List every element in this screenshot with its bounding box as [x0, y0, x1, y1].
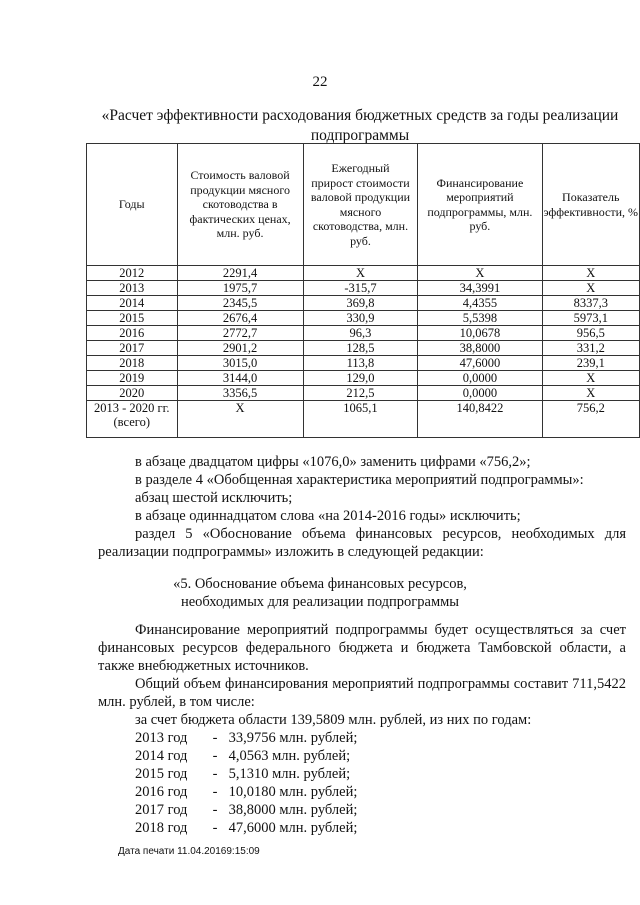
table-cell: 96,3 [303, 326, 418, 341]
table-cell: X [542, 371, 640, 386]
dash: - [212, 802, 218, 818]
column-header: Стоимость валовой продукции мясного скотоводства в фактических ценах, млн. руб. [177, 144, 303, 266]
amount: 38,8000 млн. рублей; [228, 802, 358, 818]
table-cell: 212,5 [303, 386, 418, 401]
table-cell: 2772,7 [177, 326, 303, 341]
column-header: Годы [87, 144, 178, 266]
table-cell: 2012 [87, 266, 178, 281]
table-row [87, 356, 640, 371]
year-label: 2016 год [135, 784, 188, 800]
paragraph-regional-budget: за счет бюджета области 139,5809 млн. рублей, из них по годам: [135, 712, 532, 728]
yearly-funding-item [135, 747, 350, 765]
yearly-funding-item [135, 819, 357, 837]
year-label: 2014 год [135, 748, 188, 764]
table-cell: 2013 [87, 281, 178, 296]
table-row [87, 296, 640, 311]
table-cell: 128,5 [303, 341, 418, 356]
table-cell: 2019 [87, 371, 178, 386]
year-label: 2013 год [135, 730, 188, 746]
year-label: 2015 год [135, 766, 188, 782]
section-heading-line-2: необходимых для реализации подпрограммы [180, 594, 460, 610]
table-cell: X [542, 386, 640, 401]
table-cell: 330,9 [303, 311, 418, 326]
table-cell: 38,8000 [418, 341, 542, 356]
column-header: Ежегодный прирост стоимости валовой продукции мясного скотоводства, млн. руб. [303, 144, 418, 266]
table-cell: 2013 - 2020 гг. (всего) [87, 401, 178, 438]
table-cell: 0,0000 [418, 371, 542, 386]
table-cell: 956,5 [542, 326, 640, 341]
amount: 10,0180 млн. рублей; [228, 784, 358, 800]
table-title: «Расчет эффективности расходования бюджетных средств за годы реализации подпрограммы [101, 107, 619, 144]
amendment-5: раздел 5 «Обоснование объема финансовых ресурсов, необходимых для реализации подпрограммы» изложить в следующей редакции: [98, 526, 626, 560]
table-cell: 2018 [87, 356, 178, 371]
table-row [87, 326, 640, 341]
table-row [87, 401, 640, 438]
dash: - [212, 730, 218, 746]
table-cell: 2014 [87, 296, 178, 311]
yearly-funding-item [135, 801, 357, 819]
table-cell: 3356,5 [177, 386, 303, 401]
year-label: 2017 год [135, 802, 188, 818]
table-cell: 113,8 [303, 356, 418, 371]
table-header-row [87, 144, 640, 266]
table-cell: 10,0678 [418, 326, 542, 341]
yearly-funding-item [135, 729, 357, 747]
table-row [87, 386, 640, 401]
section-heading-line-1: «5. Обоснование объема финансовых ресурсов, [173, 576, 467, 592]
table-cell: 2901,2 [177, 341, 303, 356]
amount: 47,6000 млн. рублей; [228, 820, 358, 836]
table-cell: 756,2 [542, 401, 640, 438]
table-cell: 5973,1 [542, 311, 640, 326]
table-cell: X [542, 281, 640, 296]
yearly-funding-item [135, 783, 357, 801]
table-cell: 331,2 [542, 341, 640, 356]
table-cell: 1975,7 [177, 281, 303, 296]
paragraph-financing-sources: Финансирование мероприятий подпрограммы будет осуществляться за счет финансовых ресурсов федерального бюджета и бюджета Тамбовской области, а также внебюджетных источников. [98, 622, 626, 674]
table-cell: 2015 [87, 311, 178, 326]
table-cell: X [303, 266, 418, 281]
print-date: Дата печати 11.04.20169:15:09 [118, 846, 260, 857]
table-cell: 4,4355 [418, 296, 542, 311]
table-cell: 47,6000 [418, 356, 542, 371]
table-row [87, 311, 640, 326]
amendment-3: абзац шестой исключить; [135, 490, 293, 506]
table-cell: X [418, 266, 542, 281]
table-cell: 3144,0 [177, 371, 303, 386]
amendment-2: в разделе 4 «Обобщенная характеристика мероприятий подпрограммы»: [135, 472, 584, 488]
table-cell: 129,0 [303, 371, 418, 386]
table-cell: 2291,4 [177, 266, 303, 281]
amount: 5,1310 млн. рублей; [228, 766, 351, 782]
table-cell: 239,1 [542, 356, 640, 371]
table-cell: -315,7 [303, 281, 418, 296]
table-row [87, 281, 640, 296]
table-cell: 8337,3 [542, 296, 640, 311]
table-cell: 369,8 [303, 296, 418, 311]
yearly-funding-item [135, 765, 350, 783]
table-cell: 140,8422 [418, 401, 542, 438]
table-row [87, 266, 640, 281]
table-cell: 34,3991 [418, 281, 542, 296]
table-cell: 2017 [87, 341, 178, 356]
table-cell: 5,5398 [418, 311, 542, 326]
dash: - [212, 748, 218, 764]
table-cell: 2016 [87, 326, 178, 341]
table-cell: X [177, 401, 303, 438]
page-number: 22 [312, 74, 328, 90]
table-cell: 1065,1 [303, 401, 418, 438]
efficiency-table [86, 143, 640, 438]
table-cell: 3015,0 [177, 356, 303, 371]
table-cell: 0,0000 [418, 386, 542, 401]
column-header: Показатель эффективности, % [542, 144, 640, 266]
amendment-1: в абзаце двадцатом цифры «1076,0» заменить цифрами «756,2»; [135, 454, 531, 470]
table-cell: 2020 [87, 386, 178, 401]
table-row [87, 371, 640, 386]
dash: - [212, 820, 218, 836]
amount: 33,9756 млн. рублей; [228, 730, 358, 746]
column-header: Финансирование мероприятий подпрограммы, млн. руб. [418, 144, 542, 266]
dash: - [212, 784, 218, 800]
dash: - [212, 766, 218, 782]
year-label: 2018 год [135, 820, 188, 836]
paragraph-total-volume: Общий объем финансирования мероприятий подпрограммы составит 711,5422 млн. рублей, в том числе: [98, 676, 626, 710]
table-cell: 2676,4 [177, 311, 303, 326]
table-cell: X [542, 266, 640, 281]
amendment-4: в абзаце одиннадцатом слова «на 2014-2016 годы» исключить; [135, 508, 521, 524]
amount: 4,0563 млн. рублей; [228, 748, 351, 764]
table-cell: 2345,5 [177, 296, 303, 311]
table-row [87, 341, 640, 356]
